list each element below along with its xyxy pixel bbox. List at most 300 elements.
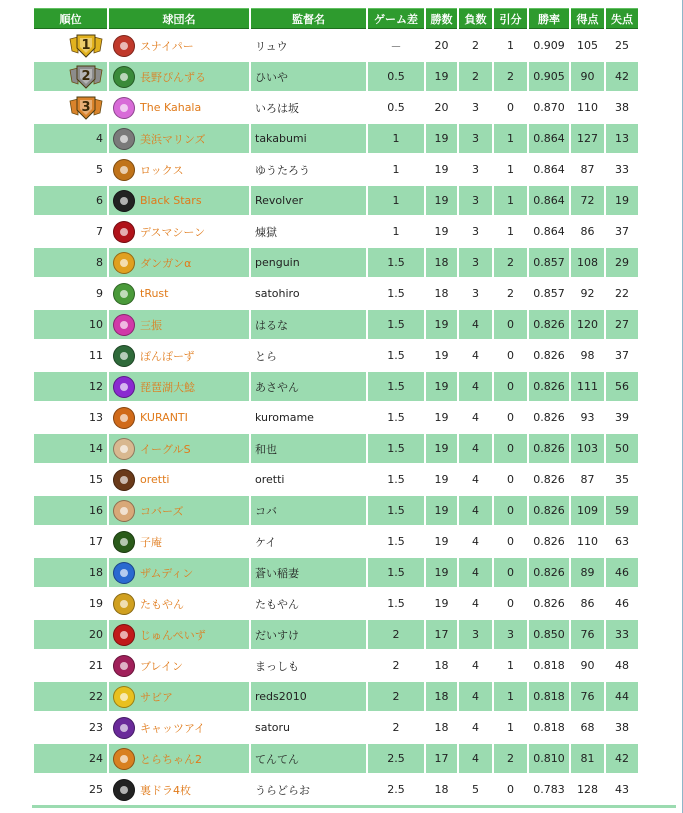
draws-cell: 0	[494, 341, 527, 370]
rank-cell	[34, 310, 107, 339]
header-runs-allowed[interactable]: 失点	[606, 8, 638, 29]
manager-name: あさやん	[251, 372, 366, 401]
team-name-link[interactable]: ブレイン	[140, 659, 184, 673]
header-team[interactable]: 球団名	[109, 8, 249, 29]
table-row	[34, 496, 638, 525]
draws-cell: 0	[494, 496, 527, 525]
losses-cell: 3	[459, 217, 492, 246]
team-name-link[interactable]: デスマシーン	[140, 225, 206, 239]
table-row	[34, 651, 638, 680]
wins-cell: 19	[426, 124, 457, 153]
games-behind-cell: 1.5	[368, 558, 424, 587]
runs-scored-cell: 110	[571, 93, 604, 122]
team-cell	[109, 155, 249, 184]
manager-name: たもやん	[251, 589, 366, 618]
manager-name: reds2010	[251, 682, 366, 711]
games-behind-cell: 0.5	[368, 93, 424, 122]
losses-cell: 3	[459, 186, 492, 215]
wins-cell: 19	[426, 434, 457, 463]
draws-cell: 0	[494, 558, 527, 587]
runs-scored-cell: 87	[571, 465, 604, 494]
losses-cell: 4	[459, 713, 492, 742]
games-behind-cell: －	[368, 31, 424, 60]
table-row	[34, 589, 638, 618]
table-row	[34, 155, 638, 184]
runs-allowed-cell: 63	[606, 527, 638, 556]
wins-cell: 20	[426, 31, 457, 60]
team-cell	[109, 744, 249, 773]
table-row	[34, 62, 638, 91]
draws-cell: 1	[494, 124, 527, 153]
team-name-link[interactable]: たもやん	[140, 597, 184, 611]
runs-scored-cell: 109	[571, 496, 604, 525]
draws-cell: 1	[494, 651, 527, 680]
draws-cell: 2	[494, 279, 527, 308]
runs-scored-cell: 87	[571, 155, 604, 184]
team-name-link[interactable]: イーグルS	[140, 442, 191, 456]
win-pct-cell: 0.818	[529, 713, 569, 742]
rank-cell	[34, 744, 107, 773]
wins-cell: 17	[426, 744, 457, 773]
runs-allowed-cell: 38	[606, 93, 638, 122]
losses-cell: 3	[459, 248, 492, 277]
team-name-link[interactable]: ロックス	[140, 163, 184, 177]
runs-scored-cell: 89	[571, 558, 604, 587]
draws-cell: 3	[494, 620, 527, 649]
rank-number: 9	[96, 287, 103, 300]
runs-allowed-cell: 13	[606, 124, 638, 153]
runs-scored-cell: 98	[571, 341, 604, 370]
losses-cell: 3	[459, 93, 492, 122]
wins-cell: 18	[426, 775, 457, 804]
games-behind-cell: 1.5	[368, 434, 424, 463]
win-pct-cell: 0.783	[529, 775, 569, 804]
team-name-link[interactable]: KURANTI	[140, 411, 188, 424]
team-name-link[interactable]: 美浜マリンズ	[140, 132, 206, 146]
runs-scored-cell: 93	[571, 403, 604, 432]
runs-allowed-cell: 27	[606, 310, 638, 339]
wins-cell: 19	[426, 403, 457, 432]
win-pct-cell: 0.818	[529, 651, 569, 680]
table-row	[34, 31, 638, 60]
medal-rank-number: 3	[81, 99, 91, 115]
team-name-link[interactable]: 子庵	[140, 535, 162, 549]
rank-number: 13	[89, 411, 103, 424]
losses-cell: 2	[459, 62, 492, 91]
team-cell	[109, 589, 249, 618]
losses-cell: 3	[459, 155, 492, 184]
team-name-link[interactable]: 琵琶湖大鯰	[140, 380, 195, 394]
rank-cell	[34, 186, 107, 215]
header-wins[interactable]: 勝数	[426, 8, 457, 29]
rank-number: 10	[89, 318, 103, 331]
runs-scored-cell: 90	[571, 651, 604, 680]
team-emblem-icon[interactable]	[113, 159, 135, 181]
header-rank[interactable]: 順位	[34, 8, 107, 29]
games-behind-cell: 1	[368, 124, 424, 153]
team-cell	[109, 372, 249, 401]
draws-cell: 1	[494, 682, 527, 711]
manager-name: はるな	[251, 310, 366, 339]
win-pct-cell: 0.826	[529, 589, 569, 618]
win-pct-cell: 0.826	[529, 310, 569, 339]
manager-name: penguin	[251, 248, 366, 277]
win-pct-cell: 0.826	[529, 465, 569, 494]
team-cell	[109, 775, 249, 804]
wins-cell: 19	[426, 372, 457, 401]
draws-cell: 0	[494, 93, 527, 122]
runs-allowed-cell: 50	[606, 434, 638, 463]
manager-name: 煉獄	[251, 217, 366, 246]
losses-cell: 3	[459, 279, 492, 308]
team-emblem-icon[interactable]	[113, 221, 135, 243]
draws-cell: 0	[494, 527, 527, 556]
win-pct-cell: 0.864	[529, 186, 569, 215]
losses-cell: 4	[459, 496, 492, 525]
table-bottom-bar	[32, 805, 676, 808]
team-cell	[109, 682, 249, 711]
runs-allowed-cell: 44	[606, 682, 638, 711]
losses-cell: 4	[459, 651, 492, 680]
runs-scored-cell: 72	[571, 186, 604, 215]
manager-name: satohiro	[251, 279, 366, 308]
games-behind-cell: 0.5	[368, 62, 424, 91]
rank-number: 7	[96, 225, 103, 238]
manager-name: satoru	[251, 713, 366, 742]
win-pct-cell: 0.864	[529, 217, 569, 246]
team-name-link[interactable]: 三振	[140, 318, 162, 332]
table-row	[34, 465, 638, 494]
team-name-link[interactable]: キャッツアイ	[140, 721, 206, 735]
team-emblem-icon[interactable]	[113, 97, 135, 119]
losses-cell: 4	[459, 465, 492, 494]
manager-name: ゆうたろう	[251, 155, 366, 184]
win-pct-cell: 0.850	[529, 620, 569, 649]
rank-number: 6	[96, 194, 103, 207]
team-cell	[109, 62, 249, 91]
wins-cell: 18	[426, 713, 457, 742]
team-cell	[109, 496, 249, 525]
draws-cell: 0	[494, 775, 527, 804]
win-pct-cell: 0.864	[529, 124, 569, 153]
header-runs-scored[interactable]: 得点	[571, 8, 604, 29]
team-name-link[interactable]: ダンガンα	[140, 256, 192, 270]
draws-cell: 0	[494, 403, 527, 432]
losses-cell: 4	[459, 589, 492, 618]
games-behind-cell: 1.5	[368, 465, 424, 494]
wins-cell: 19	[426, 589, 457, 618]
runs-allowed-cell: 46	[606, 558, 638, 587]
header-draws[interactable]: 引分	[494, 8, 527, 29]
win-pct-cell: 0.826	[529, 403, 569, 432]
draws-cell: 1	[494, 155, 527, 184]
losses-cell: 3	[459, 620, 492, 649]
win-pct-cell: 0.826	[529, 558, 569, 587]
win-pct-cell: 0.857	[529, 248, 569, 277]
team-emblem-icon[interactable]	[113, 283, 135, 305]
team-cell	[109, 465, 249, 494]
runs-scored-cell: 76	[571, 620, 604, 649]
rank-cell	[34, 62, 107, 91]
team-emblem-icon[interactable]	[113, 655, 135, 677]
win-pct-cell: 0.826	[529, 527, 569, 556]
team-emblem-icon[interactable]	[113, 190, 135, 212]
team-emblem-icon[interactable]	[113, 66, 135, 88]
games-behind-cell: 1.5	[368, 372, 424, 401]
losses-cell: 4	[459, 434, 492, 463]
runs-allowed-cell: 42	[606, 62, 638, 91]
games-behind-cell: 2.5	[368, 744, 424, 773]
team-cell	[109, 527, 249, 556]
rank-cell	[34, 372, 107, 401]
draws-cell: 0	[494, 465, 527, 494]
rank-number: 5	[96, 163, 103, 176]
header-manager[interactable]: 監督名	[251, 8, 366, 29]
team-emblem-icon[interactable]	[113, 717, 135, 739]
team-emblem-icon[interactable]	[113, 624, 135, 646]
draws-cell: 2	[494, 62, 527, 91]
manager-name: takabumi	[251, 124, 366, 153]
runs-allowed-cell: 22	[606, 279, 638, 308]
games-behind-cell: 1.5	[368, 589, 424, 618]
games-behind-cell: 1	[368, 186, 424, 215]
team-emblem-icon[interactable]	[113, 35, 135, 57]
manager-name: まっしも	[251, 651, 366, 680]
manager-name: てんてん	[251, 744, 366, 773]
draws-cell: 0	[494, 434, 527, 463]
team-emblem-icon[interactable]	[113, 314, 135, 336]
team-emblem-icon[interactable]	[113, 593, 135, 615]
runs-scored-cell: 108	[571, 248, 604, 277]
team-cell	[109, 310, 249, 339]
team-cell	[109, 31, 249, 60]
losses-cell: 2	[459, 31, 492, 60]
manager-name: kuromame	[251, 403, 366, 432]
table-row	[34, 248, 638, 277]
rank-cell	[34, 124, 107, 153]
team-emblem-icon[interactable]	[113, 128, 135, 150]
win-pct-cell: 0.826	[529, 372, 569, 401]
table-row	[34, 713, 638, 742]
standings-body	[34, 31, 638, 804]
runs-allowed-cell: 25	[606, 31, 638, 60]
table-row	[34, 279, 638, 308]
losses-cell: 4	[459, 310, 492, 339]
rank-number: 21	[89, 659, 103, 672]
rank-cell	[34, 775, 107, 804]
rank-cell	[34, 713, 107, 742]
runs-allowed-cell: 48	[606, 651, 638, 680]
team-cell	[109, 651, 249, 680]
table-row	[34, 527, 638, 556]
manager-name: ケイ	[251, 527, 366, 556]
team-emblem-icon[interactable]	[113, 407, 135, 429]
rank-number: 23	[89, 721, 103, 734]
team-emblem-icon[interactable]	[113, 252, 135, 274]
manager-name: 蒼い稲妻	[251, 558, 366, 587]
games-behind-cell: 1	[368, 155, 424, 184]
runs-scored-cell: 110	[571, 527, 604, 556]
runs-scored-cell: 103	[571, 434, 604, 463]
team-name-link[interactable]: tRust	[140, 287, 169, 300]
rank-number: 22	[89, 690, 103, 703]
team-name-link[interactable]: oretti	[140, 473, 170, 486]
team-name-link[interactable]: 裏ドラ4枚	[140, 783, 191, 797]
table-row	[34, 403, 638, 432]
team-cell	[109, 93, 249, 122]
win-pct-cell: 0.864	[529, 155, 569, 184]
runs-allowed-cell: 37	[606, 341, 638, 370]
manager-name: コバ	[251, 496, 366, 525]
team-name-link[interactable]: ぽんぽーず	[140, 349, 195, 363]
bronze-medal-icon	[69, 95, 103, 121]
table-header-row	[34, 8, 638, 29]
rank-number: 25	[89, 783, 103, 796]
runs-allowed-cell: 38	[606, 713, 638, 742]
rank-cell	[34, 558, 107, 587]
team-name-link[interactable]: ザムディン	[140, 566, 194, 580]
team-cell	[109, 279, 249, 308]
team-name-link[interactable]: The Kahala	[140, 101, 202, 114]
rank-number: 8	[96, 256, 103, 269]
rank-number: 20	[89, 628, 103, 641]
losses-cell: 4	[459, 558, 492, 587]
team-cell	[109, 124, 249, 153]
team-emblem-icon[interactable]	[113, 686, 135, 708]
rank-number: 12	[89, 380, 103, 393]
win-pct-cell: 0.826	[529, 434, 569, 463]
rank-cell	[34, 465, 107, 494]
team-emblem-icon[interactable]	[113, 345, 135, 367]
wins-cell: 19	[426, 155, 457, 184]
wins-cell: 19	[426, 341, 457, 370]
draws-cell: 1	[494, 217, 527, 246]
games-behind-cell: 2	[368, 620, 424, 649]
runs-allowed-cell: 43	[606, 775, 638, 804]
draws-cell: 1	[494, 713, 527, 742]
games-behind-cell: 1.5	[368, 496, 424, 525]
runs-allowed-cell: 19	[606, 186, 638, 215]
team-emblem-icon[interactable]	[113, 531, 135, 553]
rank-number: 14	[89, 442, 103, 455]
losses-cell: 4	[459, 527, 492, 556]
table-row	[34, 434, 638, 463]
rank-cell	[34, 527, 107, 556]
rank-number: 19	[89, 597, 103, 610]
rank-number: 17	[89, 535, 103, 548]
draws-cell: 2	[494, 248, 527, 277]
table-row	[34, 186, 638, 215]
games-behind-cell: 1.5	[368, 279, 424, 308]
win-pct-cell: 0.870	[529, 93, 569, 122]
runs-scored-cell: 86	[571, 217, 604, 246]
header-games-behind[interactable]: ゲーム差	[368, 8, 424, 29]
table-row	[34, 558, 638, 587]
win-pct-cell: 0.818	[529, 682, 569, 711]
silver-medal-icon	[69, 64, 103, 90]
team-name-link[interactable]: じゅんぺいず	[140, 628, 206, 642]
draws-cell: 2	[494, 744, 527, 773]
team-cell	[109, 434, 249, 463]
team-cell	[109, 713, 249, 742]
games-behind-cell: 1.5	[368, 527, 424, 556]
team-emblem-icon[interactable]	[113, 748, 135, 770]
runs-scored-cell: 120	[571, 310, 604, 339]
header-win-pct[interactable]: 勝率	[529, 8, 569, 29]
team-name-link[interactable]: コバーズ	[140, 504, 184, 518]
team-emblem-icon[interactable]	[113, 500, 135, 522]
table-row	[34, 775, 638, 804]
table-row	[34, 124, 638, 153]
wins-cell: 17	[426, 620, 457, 649]
win-pct-cell: 0.826	[529, 341, 569, 370]
team-emblem-icon[interactable]	[113, 562, 135, 584]
team-cell	[109, 558, 249, 587]
draws-cell: 1	[494, 31, 527, 60]
wins-cell: 18	[426, 682, 457, 711]
team-name-link[interactable]: Black Stars	[140, 194, 202, 207]
rank-cell	[34, 496, 107, 525]
table-row	[34, 217, 638, 246]
runs-scored-cell: 81	[571, 744, 604, 773]
team-emblem-icon[interactable]	[113, 779, 135, 801]
runs-allowed-cell: 37	[606, 217, 638, 246]
games-behind-cell: 1	[368, 217, 424, 246]
losses-cell: 4	[459, 372, 492, 401]
games-behind-cell: 2	[368, 651, 424, 680]
wins-cell: 19	[426, 310, 457, 339]
team-cell	[109, 403, 249, 432]
wins-cell: 19	[426, 186, 457, 215]
runs-scored-cell: 92	[571, 279, 604, 308]
losses-cell: 5	[459, 775, 492, 804]
medal-rank-number: 1	[81, 37, 91, 53]
team-name-link[interactable]: サビア	[140, 690, 173, 704]
losses-cell: 4	[459, 403, 492, 432]
wins-cell: 18	[426, 279, 457, 308]
manager-name: Revolver	[251, 186, 366, 215]
table-row	[34, 744, 638, 773]
runs-allowed-cell: 56	[606, 372, 638, 401]
header-losses[interactable]: 負数	[459, 8, 492, 29]
team-name-link[interactable]: スナイパー	[140, 39, 194, 53]
team-emblem-icon[interactable]	[113, 469, 135, 491]
rank-cell	[34, 279, 107, 308]
runs-allowed-cell: 33	[606, 620, 638, 649]
losses-cell: 4	[459, 682, 492, 711]
table-row	[34, 372, 638, 401]
wins-cell: 19	[426, 558, 457, 587]
rank-number: 15	[89, 473, 103, 486]
table-row	[34, 682, 638, 711]
manager-name: だいすけ	[251, 620, 366, 649]
rank-cell	[34, 155, 107, 184]
team-name-link[interactable]: とらちゃん2	[140, 752, 202, 766]
rank-number: 16	[89, 504, 103, 517]
manager-name: リュウ	[251, 31, 366, 60]
games-behind-cell: 1.5	[368, 310, 424, 339]
team-emblem-icon[interactable]	[113, 376, 135, 398]
team-emblem-icon[interactable]	[113, 438, 135, 460]
table-row	[34, 620, 638, 649]
wins-cell: 19	[426, 217, 457, 246]
team-name-link[interactable]: 長野ぴんずる	[140, 70, 206, 84]
draws-cell: 0	[494, 372, 527, 401]
manager-name: oretti	[251, 465, 366, 494]
games-behind-cell: 2	[368, 682, 424, 711]
runs-scored-cell: 128	[571, 775, 604, 804]
wins-cell: 18	[426, 248, 457, 277]
